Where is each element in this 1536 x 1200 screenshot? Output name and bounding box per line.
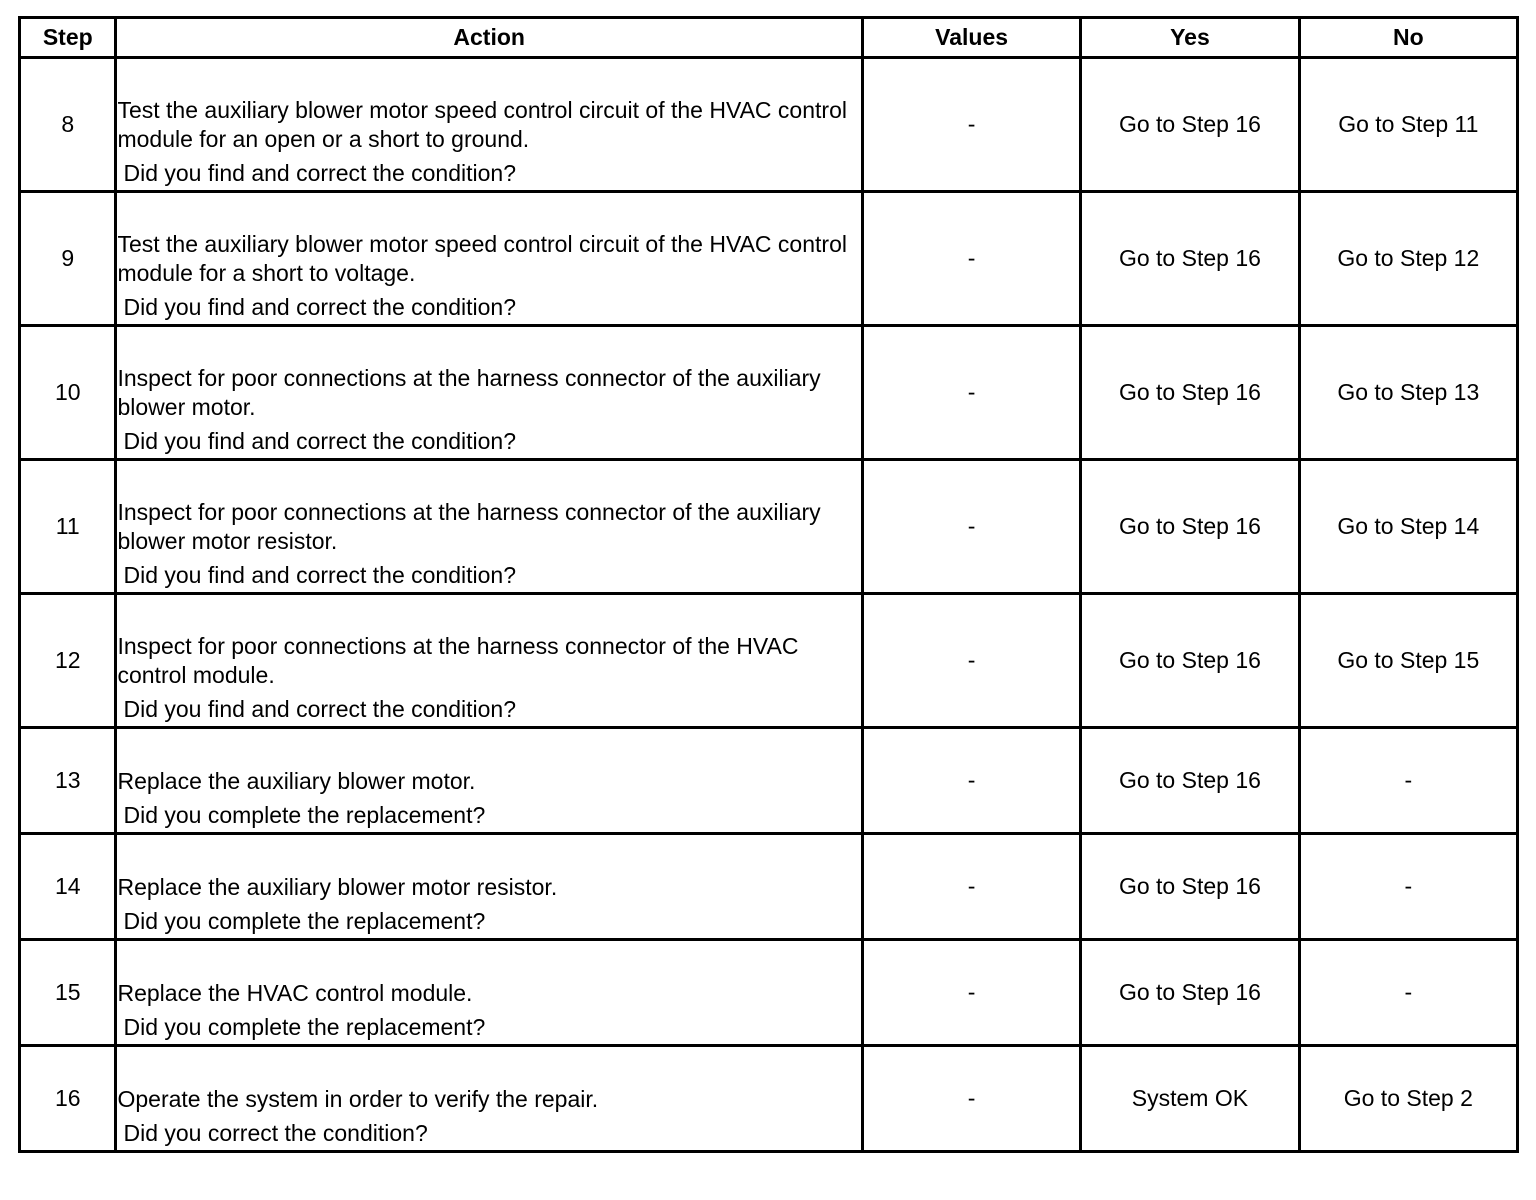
action-question: Did you complete the replacement? — [123, 1014, 486, 1040]
no-result: Go to Step 12 — [1299, 192, 1517, 326]
action-cell — [116, 940, 862, 1046]
values-cell: - — [862, 834, 1080, 940]
action-cell — [116, 460, 862, 594]
action-question: Did you complete the replacement? — [123, 802, 486, 828]
diagnostic-table — [18, 16, 1519, 1153]
step-number: 9 — [20, 192, 116, 326]
action-cell — [116, 728, 862, 834]
values-cell: - — [862, 58, 1080, 192]
yes-result: Go to Step 16 — [1081, 460, 1299, 594]
header-step: Step — [20, 18, 116, 58]
header-values: Values — [862, 18, 1080, 58]
table-row — [20, 940, 1518, 1046]
yes-result: System OK — [1081, 1046, 1299, 1152]
action-question: Did you complete the replacement? — [123, 908, 486, 934]
table-row — [20, 1046, 1518, 1152]
no-result: - — [1299, 834, 1517, 940]
step-number: 15 — [20, 940, 116, 1046]
header-no: No — [1299, 18, 1517, 58]
yes-result: Go to Step 16 — [1081, 728, 1299, 834]
table-row — [20, 460, 1518, 594]
values-cell: - — [862, 192, 1080, 326]
action-cell — [116, 594, 862, 728]
values-cell: - — [862, 594, 1080, 728]
values-cell: - — [862, 1046, 1080, 1152]
no-result: Go to Step 13 — [1299, 326, 1517, 460]
header-row — [20, 18, 1518, 58]
no-result: Go to Step 2 — [1299, 1046, 1517, 1152]
action-question: Did you find and correct the condition? — [123, 562, 516, 588]
action-instruction: Inspect for poor connections at the harness connector of the auxiliary blower motor. — [117, 365, 821, 420]
table-row — [20, 728, 1518, 834]
step-number: 8 — [20, 58, 116, 192]
no-result: Go to Step 15 — [1299, 594, 1517, 728]
step-number: 11 — [20, 460, 116, 594]
action-cell — [116, 834, 862, 940]
yes-result: Go to Step 16 — [1081, 58, 1299, 192]
values-cell: - — [862, 326, 1080, 460]
values-cell: - — [862, 940, 1080, 1046]
no-result: Go to Step 11 — [1299, 58, 1517, 192]
action-question: Did you find and correct the condition? — [123, 428, 516, 454]
table-row — [20, 834, 1518, 940]
step-number: 14 — [20, 834, 116, 940]
yes-result: Go to Step 16 — [1081, 834, 1299, 940]
action-question: Did you find and correct the condition? — [123, 294, 516, 320]
table-row — [20, 326, 1518, 460]
step-number: 13 — [20, 728, 116, 834]
yes-result: Go to Step 16 — [1081, 192, 1299, 326]
action-cell — [116, 58, 862, 192]
action-instruction: Inspect for poor connections at the harness connector of the HVAC control module. — [117, 633, 799, 688]
action-cell — [116, 192, 862, 326]
yes-result: Go to Step 16 — [1081, 326, 1299, 460]
action-instruction: Test the auxiliary blower motor speed control circuit of the HVAC control module for a short to voltage. — [117, 231, 847, 286]
header-action: Action — [116, 18, 862, 58]
action-instruction: Replace the auxiliary blower motor resistor. — [117, 873, 558, 900]
no-result: - — [1299, 940, 1517, 1046]
yes-result: Go to Step 16 — [1081, 594, 1299, 728]
action-cell — [116, 1046, 862, 1152]
table-row — [20, 594, 1518, 728]
action-instruction: Test the auxiliary blower motor speed control circuit of the HVAC control module for an open or a short to ground. — [117, 97, 847, 152]
action-instruction: Replace the HVAC control module. — [117, 979, 473, 1006]
no-result: - — [1299, 728, 1517, 834]
header-yes: Yes — [1081, 18, 1299, 58]
action-question: Did you find and correct the condition? — [123, 696, 516, 722]
action-instruction: Operate the system in order to verify the repair. — [117, 1085, 599, 1112]
yes-result: Go to Step 16 — [1081, 940, 1299, 1046]
action-question: Did you find and correct the condition? — [123, 160, 516, 186]
table-row — [20, 192, 1518, 326]
action-question: Did you correct the condition? — [123, 1120, 428, 1146]
step-number: 12 — [20, 594, 116, 728]
values-cell: - — [862, 728, 1080, 834]
table-row — [20, 58, 1518, 192]
values-cell: - — [862, 460, 1080, 594]
action-cell — [116, 326, 862, 460]
action-instruction: Inspect for poor connections at the harness connector of the auxiliary blower motor resistor. — [117, 499, 821, 554]
table-body — [20, 58, 1518, 1152]
no-result: Go to Step 14 — [1299, 460, 1517, 594]
action-instruction: Replace the auxiliary blower motor. — [117, 767, 476, 794]
step-number: 16 — [20, 1046, 116, 1152]
step-number: 10 — [20, 326, 116, 460]
